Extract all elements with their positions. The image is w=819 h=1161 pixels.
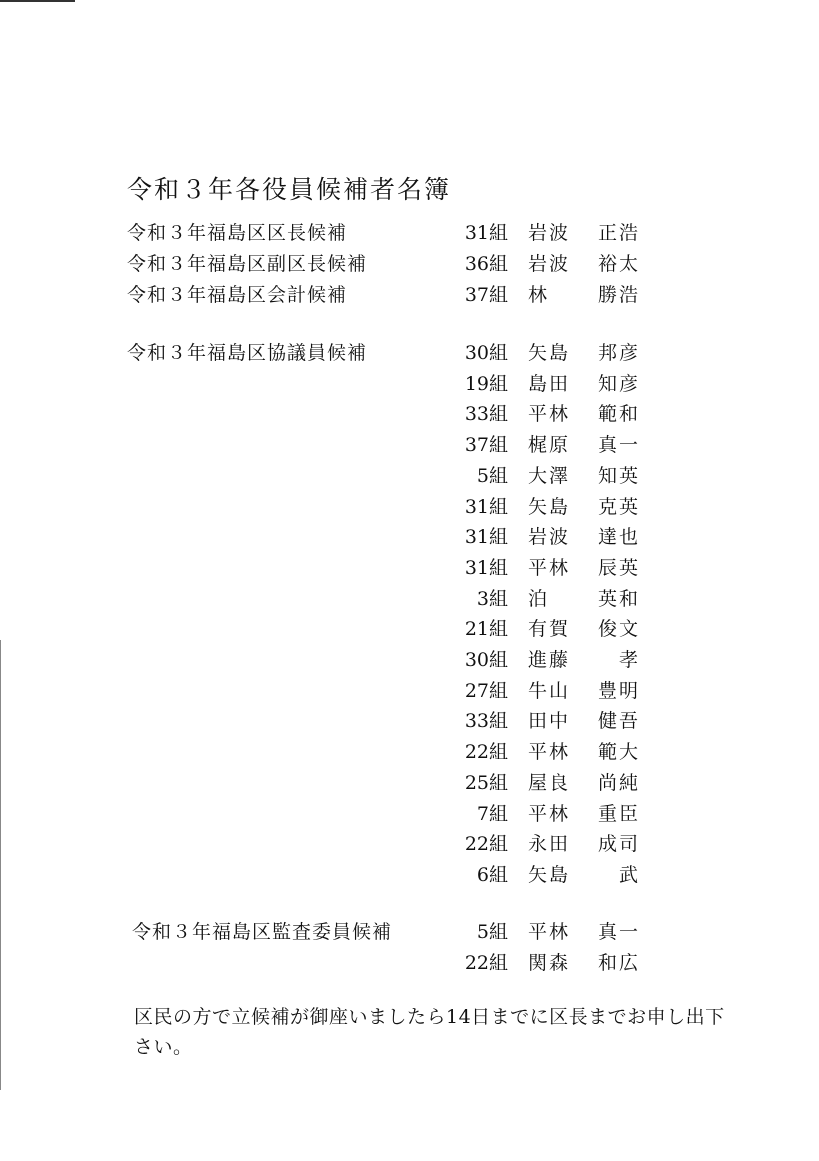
candidate-given-name: 真一 bbox=[597, 434, 640, 457]
candidate-group: 27組 bbox=[464, 679, 508, 702]
candidate-group: 5組 bbox=[476, 464, 508, 487]
candidate-family-name: 平林 bbox=[528, 802, 571, 825]
candidate-family-name: 進藤 bbox=[528, 649, 571, 671]
candidate-group: 31組 bbox=[464, 495, 508, 518]
candidate-family-name: 平林 bbox=[528, 556, 571, 579]
candidate-given-name: 俊文 bbox=[597, 618, 640, 641]
candidate-group: 36組 bbox=[464, 253, 508, 275]
candidate-family-name: 田中 bbox=[528, 710, 571, 733]
candidate-family-name: 平林 bbox=[528, 921, 571, 943]
candidate-group: 33組 bbox=[464, 403, 508, 426]
candidate-given-name: 裕太 bbox=[597, 253, 640, 275]
notice-text: 区民の方で立候補が御座いましたら14日までに区長までお申し出下さい。 bbox=[134, 1006, 725, 1058]
candidate-family-name: 岩波 bbox=[528, 253, 571, 275]
candidate-group: 37組 bbox=[464, 434, 508, 457]
role-label: 令和３年福島区副区長候補 bbox=[127, 253, 368, 275]
candidate-group: 6組 bbox=[476, 863, 508, 886]
candidate-given-name: 範和 bbox=[597, 403, 640, 426]
candidate-family-name: 林 bbox=[528, 284, 550, 306]
candidate-given-name: 正浩 bbox=[597, 222, 640, 244]
candidate-group: 21組 bbox=[464, 618, 508, 641]
scan-artifact-top bbox=[0, 0, 75, 2]
candidate-given-name: 知彦 bbox=[597, 372, 640, 395]
candidate-family-name: 大澤 bbox=[528, 464, 571, 487]
candidate-group: 22組 bbox=[464, 741, 508, 764]
candidate-family-name: 平林 bbox=[528, 403, 571, 426]
candidate-family-name: 有賀 bbox=[528, 618, 571, 641]
candidate-group: 25組 bbox=[464, 771, 508, 794]
candidate-given-name: 辰英 bbox=[597, 556, 640, 579]
candidate-group: 19組 bbox=[464, 372, 508, 395]
candidate-given-name: 邦彦 bbox=[597, 342, 640, 364]
candidate-given-name: 範大 bbox=[597, 741, 640, 764]
candidate-group: 5組 bbox=[476, 921, 508, 943]
candidate-given-name: 健吾 bbox=[597, 710, 640, 733]
candidate-group: 31組 bbox=[464, 526, 508, 549]
candidate-family-name: 島田 bbox=[528, 372, 571, 395]
candidate-group: 3組 bbox=[476, 587, 508, 610]
candidate-given-name: 和広 bbox=[597, 951, 640, 974]
candidate-given-name: 豊明 bbox=[597, 679, 640, 702]
candidate-group: 37組 bbox=[464, 284, 508, 306]
candidate-family-name: 屋良 bbox=[528, 771, 571, 794]
role-label: 令和３年福島区区長候補 bbox=[127, 222, 348, 244]
candidate-family-name: 梶原 bbox=[528, 434, 571, 457]
candidate-group: 31組 bbox=[464, 556, 508, 579]
candidate-group: 33組 bbox=[464, 710, 508, 733]
candidate-given-name: 克英 bbox=[597, 495, 640, 518]
candidate-given-name: 勝浩 bbox=[597, 284, 640, 306]
candidate-given-name: 孝 bbox=[618, 649, 640, 671]
candidate-given-name: 真一 bbox=[597, 921, 640, 943]
candidate-group: 31組 bbox=[464, 222, 508, 244]
candidate-family-name: 岩波 bbox=[528, 526, 571, 549]
candidate-given-name: 達也 bbox=[597, 526, 640, 549]
candidate-family-name: 永田 bbox=[528, 833, 571, 856]
candidate-group: 22組 bbox=[464, 833, 508, 856]
role-label: 令和３年福島区会計候補 bbox=[127, 284, 348, 306]
candidate-family-name: 関森 bbox=[528, 951, 571, 974]
candidate-given-name: 武 bbox=[618, 863, 640, 886]
candidate-given-name: 英和 bbox=[597, 587, 640, 610]
candidate-family-name: 牛山 bbox=[528, 679, 571, 702]
candidate-family-name: 平林 bbox=[528, 741, 571, 764]
candidate-family-name: 矢島 bbox=[528, 863, 571, 886]
candidate-group: 30組 bbox=[464, 649, 508, 671]
candidate-family-name: 泊 bbox=[528, 587, 550, 610]
candidate-family-name: 岩波 bbox=[528, 222, 571, 244]
role-label: 令和３年福島区監査委員候補 bbox=[132, 921, 393, 943]
candidate-given-name: 成司 bbox=[597, 833, 640, 856]
candidate-given-name: 知英 bbox=[597, 464, 640, 487]
role-label: 令和３年福島区協議員候補 bbox=[127, 342, 368, 364]
page-title: 令和３年各役員候補者名簿 bbox=[127, 175, 452, 204]
scan-artifact-left bbox=[0, 640, 1, 1090]
candidate-group: 30組 bbox=[464, 342, 508, 364]
candidate-group: 7組 bbox=[476, 802, 508, 825]
candidate-group: 22組 bbox=[464, 951, 508, 974]
candidate-family-name: 矢島 bbox=[528, 495, 571, 518]
candidate-given-name: 尚純 bbox=[597, 771, 640, 794]
candidate-family-name: 矢島 bbox=[528, 342, 571, 364]
candidate-given-name: 重臣 bbox=[597, 802, 640, 825]
